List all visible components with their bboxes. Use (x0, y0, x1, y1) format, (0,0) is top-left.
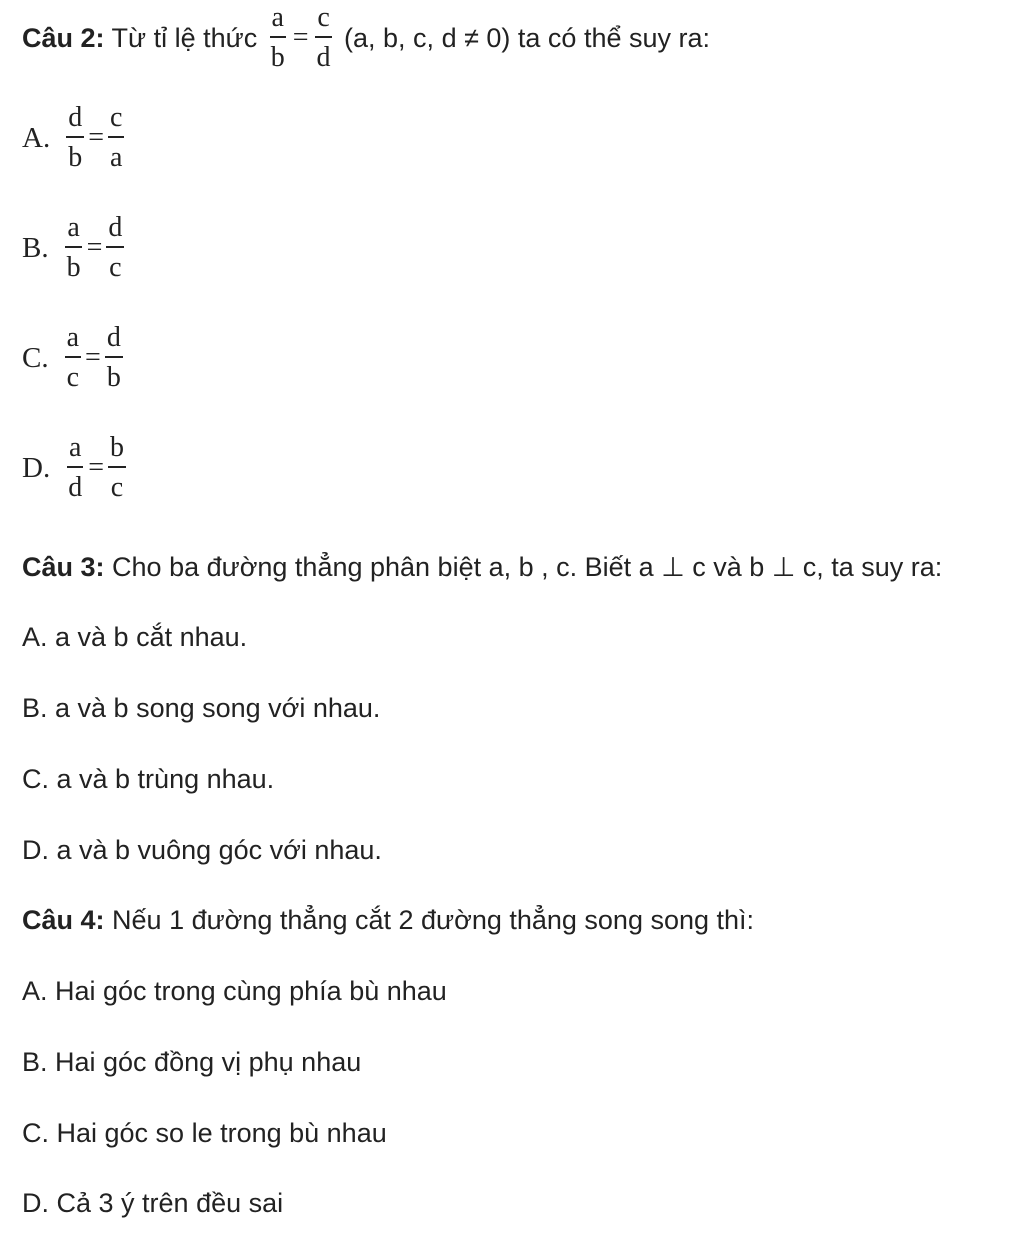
question-4-option-c[interactable]: C. Hai góc so le trong bù nhau (22, 1118, 387, 1148)
question-3-label: Câu 3: (22, 552, 105, 582)
fraction-numerator: d (66, 104, 84, 138)
option-fraction-right (108, 434, 126, 502)
question-3-option-d[interactable]: D. a và b vuông góc với nhau. (22, 835, 382, 865)
option-letter: A. (22, 121, 51, 154)
question-2-stem (22, 0, 710, 76)
question-4-stem (22, 903, 754, 937)
option-fraction-left (65, 324, 81, 392)
equals-sign: = (88, 452, 104, 483)
fraction-numerator: a (67, 434, 83, 468)
fraction-denominator: b (270, 42, 285, 73)
option-letter: B. (22, 231, 49, 264)
question-3-stem (22, 550, 942, 584)
fraction-denominator: b (66, 252, 81, 283)
question-3-option-b[interactable]: B. a và b song song với nhau. (22, 693, 381, 723)
fraction-numerator: b (108, 434, 126, 468)
fraction-numerator: c (315, 4, 331, 38)
fraction-numerator: a (270, 4, 286, 38)
fraction-denominator: a (110, 142, 123, 173)
equals-sign: = (86, 232, 103, 263)
question-4-option-d[interactable]: D. Cả 3 ý trên đều sai (22, 1188, 284, 1218)
fraction-denominator: c (110, 472, 124, 503)
option-fraction-left (65, 214, 83, 282)
option-fraction-left (66, 104, 84, 172)
fraction-numerator: c (108, 104, 124, 138)
option-fraction-left (66, 434, 84, 502)
question-3-text: Cho ba đường thẳng phân biệt a, b , c. Biết a ⊥ c và b ⊥ c, ta suy ra: (104, 552, 943, 582)
fraction-denominator: c (109, 252, 122, 283)
question-4-option-b[interactable]: B. Hai góc đồng vị phụ nhau (22, 1047, 362, 1077)
question-4-label: Câu 4: (22, 905, 105, 935)
option-fraction-right (106, 214, 124, 282)
fraction-numerator: a (65, 324, 81, 358)
equals-sign: = (85, 342, 101, 373)
fraction-numerator: a (65, 214, 81, 248)
fraction-denominator: b (106, 362, 121, 393)
question-2-option-a[interactable] (22, 104, 126, 172)
given-fraction-right (315, 4, 333, 72)
question-4-text: Nếu 1 đường thẳng cắt 2 đường thẳng song song thì: (104, 905, 755, 935)
question-2-label: Câu 2: (22, 22, 105, 53)
fraction-denominator: c (66, 362, 80, 393)
option-letter: D. (22, 451, 51, 484)
fraction-denominator: d (316, 42, 331, 73)
question-4-option-a[interactable]: A. Hai góc trong cùng phía bù nhau (22, 976, 447, 1006)
question-2-option-b[interactable] (22, 214, 126, 282)
given-fraction-left (269, 4, 287, 72)
fraction-denominator: b (68, 142, 83, 173)
fraction-numerator: d (105, 324, 123, 358)
option-letter: C. (22, 341, 49, 374)
question-2-condition: (a, b, c, d ≠ 0) ta có thể suy ra: (336, 22, 711, 53)
question-2-option-d[interactable] (22, 434, 128, 502)
question-3-option-a[interactable]: A. a và b cắt nhau. (22, 622, 248, 652)
option-fraction-right (108, 104, 124, 172)
option-fraction-right (105, 324, 123, 392)
fraction-denominator: d (68, 472, 83, 503)
question-2-intro: Từ tỉ lệ thức (104, 22, 265, 53)
question-3-option-c[interactable]: C. a và b trùng nhau. (22, 764, 275, 794)
equals-sign: = (292, 22, 309, 53)
question-2-option-c[interactable] (22, 324, 125, 392)
equals-sign: = (88, 122, 104, 153)
fraction-numerator: d (106, 214, 124, 248)
